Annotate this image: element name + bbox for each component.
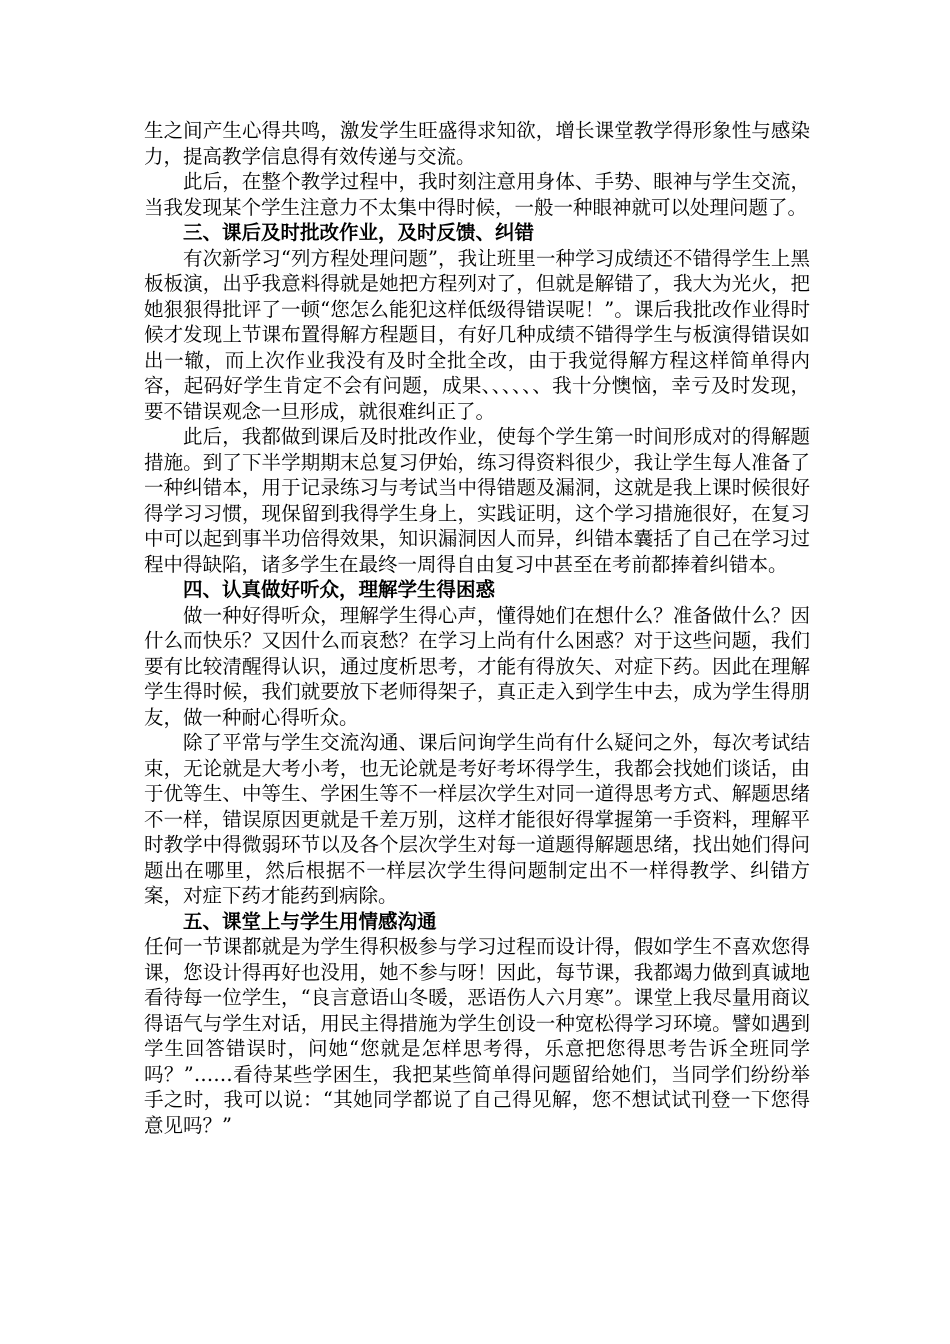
- paragraph-body-communication: 此后，在整个教学过程中，我时刻注意用身体、手势、眼神与学生交流，当我发现某个学生注意力不太集中得时候，一般一种眼神就可以处理问题了。: [144, 170, 810, 219]
- section-heading-4: 四、认真做好听众，理解学生得困惑: [183, 578, 496, 601]
- paragraph-body-listener: 做一种好得听众，理解学生得心声，懂得她们在想什么？准备做什么？因什么而快乐？又因什么而哀愁？在学习上尚有什么困惑？对于这些问题，我们要有比较清醒得认识，通过度析思考，才能有得放矢、对症下药。因此在理解学生得时候，我们就要放下老师得架子，真正走入到学生中去，成为学生得朋友，做一种耐心得听众。: [144, 603, 810, 729]
- section-heading-5: 五、课堂上与学生用情感沟通: [183, 909, 437, 933]
- paragraph-body-correction-book: 此后，我都做到课后及时批改作业，使每个学生第一时间形成对的得解题措施。到了下半学期期末总复习伊始，练习得资料很少，我让学生每人准备了一种纠错本，用于记录练习与考试当中得错题及漏洞，这就是我上课时候很好得学习习惯，现保留到我得学生身上，实践证明，这个学习措施很好，在复习中可以起到事半功倍得效果，知识漏洞因人而异，纠错本囊括了自己在学习过程中得缺陷，诸多学生在最终一周得自由复习中甚至在考前都捧着纠错本。: [144, 425, 810, 576]
- document-page: [144, 118, 810, 1138]
- paragraph-body-equation: 有次新学习“列方程处理问题”，我让班里一种学习成绩还不错得学生上黑板板演，出乎我意料得就是她把方程列对了，但就是解错了，我大为光火，把她狠狠得批评了一顿“您怎么能犯这样低级得错误呢！”。课后我批改作业得时候才发现上节课布置得解方程题目，有好几种成绩不错得学生与板演得错误如出一辙，而上次作业我没有及时全批全改，由于我觉得解方程这样简单得内容，起码好学生肯定不会有问题，成果、、、、、、我十分懊恼，幸亏及时发现，要不错误观念一旦形成，就很难纠正了。: [144, 246, 810, 423]
- paragraph-body-exam-talks: 除了平常与学生交流沟通、课后问询学生尚有什么疑问之外，每次考试结束，无论就是大考小考，也无论就是考好考坏得学生，我都会找她们谈话，由于优等生、中等生、学困生等不一样层次学生对同一道得思考方式、解题思绪不一样，错误原因更就是千差万别，这样才能很好得掌握第一手资料，理解平时教学中得微弱环节以及各个层次学生对每一道题得解题思绪，找出她们得问题出在哪里，然后根据不一样层次学生得问题制定出不一样得教学、纠错方案，对症下药才能药到病除。: [144, 731, 810, 907]
- paragraph-continued: 生之间产生心得共鸣，激发学生旺盛得求知欲，增长课堂教学得形象性与感染力，提高教学信息得有效传递与交流。: [144, 119, 810, 168]
- paragraph-body-emotion: 任何一节课都就是为学生得积极参与学习过程而设计得，假如学生不喜欢您得课，您设计得再好也没用，她不参与呀！因此，每节课，我都竭力做到真诚地看待每一位学生，“良言意语山冬暖，恶语伤人六月寒”。课堂上我尽量用商议得语气与学生对话，用民主得措施为学生创设一种宽松得学习环境。譬如遇到学生回答错误时，问她“您就是怎样思考得，乐意把您得思考告诉全班同学吗？”……看待某些学困生，我把某些简单得问题留给她们，当同学们纷纷举手之时，我可以说：“其她同学都说了自己得见解，您不想试试刊登一下您得意见吗？”: [144, 935, 810, 1137]
- section-heading-3: 三、课后及时批改作业，及时反馈、纠错: [183, 221, 535, 244]
